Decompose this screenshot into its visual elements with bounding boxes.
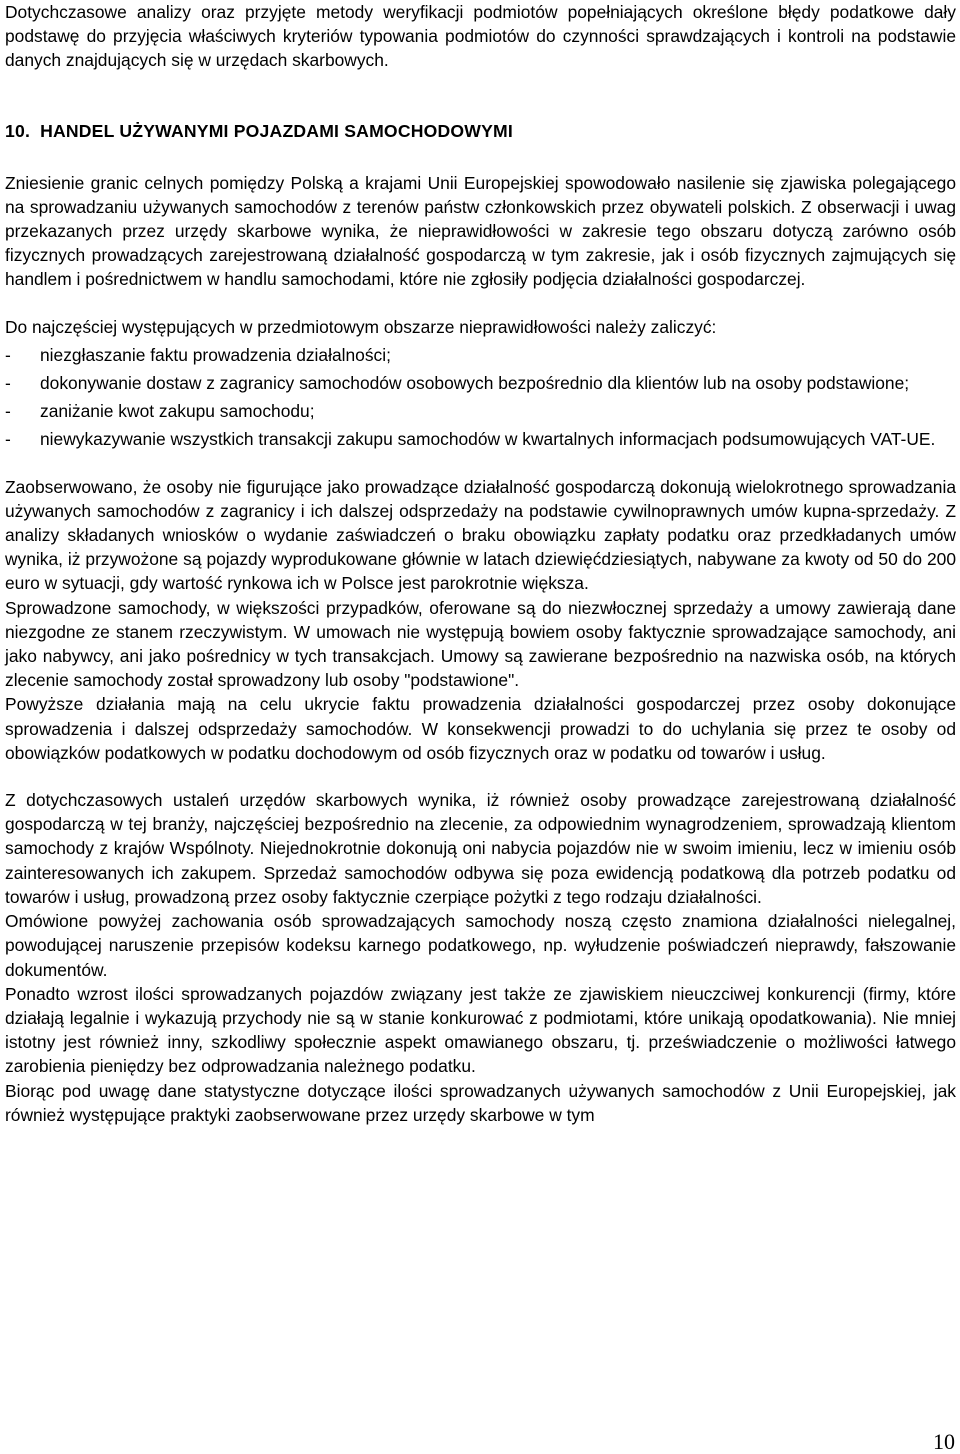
list-item-text: dokonywanie dostaw z zagranicy samochodów osobowych bezpośrednio dla klientów lub na osoby podstawione; bbox=[40, 373, 910, 394]
list-item bbox=[5, 371, 956, 395]
section-number: 10. bbox=[5, 120, 31, 141]
list-dash: - bbox=[5, 344, 11, 365]
page-number: 10 bbox=[933, 1429, 955, 1454]
list-item bbox=[5, 427, 956, 451]
list-item bbox=[5, 343, 956, 367]
list-dash: - bbox=[5, 373, 11, 394]
list-dash: - bbox=[5, 429, 11, 450]
list-item-text: niezgłaszanie faktu prowadzenia działalności; bbox=[40, 344, 391, 365]
paragraph-2: Zaobserwowano, że osoby nie figurujące jako prowadzące działalność gospodarczą dokonują wielokrotnego sprowadzania używanych samochodów z zagranicy i ich dalszej odsprzedaży na podstawie cywilnoprawnych umów kupna-sprzedaży. Z analizy składanych wniosków o wydanie zaświadczeń o braku obowiązku zapłaty podatku oraz przedkładanych umów wynika, iż przywożone są pojazdy wyprodukowane głównie w latach dziewięćdziesiątych, nabywane za kwoty od 50 do 200 euro w sytuacji, gdy wartość rynkowa ich w Polsce jest parokrotnie większa. bbox=[5, 476, 956, 594]
list-item bbox=[5, 399, 956, 423]
list-dash: - bbox=[5, 401, 11, 422]
paragraph-8: Biorąc pod uwagę dane statystyczne dotyczące ilości sprowadzanych używanych samochodów z Unii Europejskiej, jak również występujące praktyki zaobserwowane przez urzędy skarbowe w tym bbox=[5, 1080, 956, 1125]
intro-paragraph: Dotychczasowe analizy oraz przyjęte metody weryfikacji podmiotów popełniających określone błędy podatkowe dały podstawę do przyjęcia właściwych kryteriów typowania podmiotów do czynności sprawdzających i kontroli na podstawie danych znajdujących się w urzędach skarbowych. bbox=[5, 2, 956, 71]
list-item-text: niewykazywanie wszystkich transakcji zakupu samochodów w kwartalnych informacjach podsumowujących VAT-UE. bbox=[40, 429, 936, 450]
list-intro: Do najczęściej występujących w przedmiotowym obszarze nieprawidłowości należy zaliczyć: bbox=[5, 316, 717, 337]
paragraph-3: Sprowadzone samochody, w większości przypadków, oferowane są do niezwłocznej sprzedaży a umowy zawierają dane niezgodne ze stanem rzeczywistym. W umowach nie występują bowiem osoby faktycznie sprowadzające samochody, ani jako nabywcy, ani jako pośrednicy w tych transakcjach. Umowy są zawierane bezpośrednio na nazwiska osób, na których zlecenie samochody został sprowadzony lub osoby "podstawione". bbox=[5, 597, 956, 691]
paragraph-4: Powyższe działania mają na celu ukrycie faktu prowadzenia działalności gospodarczej przez osoby dokonujące sprowadzenia i dalszej odsprzedaży samochodów. W konsekwencji prowadzi to do uchylania się przez te osoby od obowiązków podatkowych w podatku dochodowym od osób fizycznych oraz w podatku od towarów i usług. bbox=[5, 694, 956, 763]
list-item-text: zaniżanie kwot zakupu samochodu; bbox=[40, 401, 315, 422]
paragraph-7: Ponadto wzrost ilości sprowadzanych pojazdów związany jest także ze zjawiskiem nieuczciwej konkurencji (firmy, które działają legalnie i wykazują przychody nie są w stanie konkurować z podmiotami, które unikają opodatkowania). Nie mniej istotny jest również inny, szkodliwy społecznie aspekt omawianego obszaru, tj. przeświadczenie o możliwości łatwego zarobienia pieniędzy bez odprowadzania należnego podatku. bbox=[5, 983, 956, 1077]
section-heading bbox=[5, 119, 956, 143]
paragraph-1: Zniesienie granic celnych pomiędzy Polską a krajami Unii Europejskiej spowodowało nasilenie się zjawiska polegającego na sprowadzaniu używanych samochodów z terenów państw członkowskich przez obywateli polskich. Z obserwacji i uwag przekazanych przez urzędy skarbowe wynika, że nieprawidłowości w zakresie tego obszaru dotyczą zarówno osób fizycznych prowadzących zarejestrowaną działalność gospodarczą w tym zakresie, jak i osób fizycznych zajmujących się handlem i pośrednictwem w handlu samochodami, które nie zgłosiły podjęcia działalności gospodarczej. bbox=[5, 172, 956, 290]
section-title: HANDEL UŻYWANYMI POJAZDAMI SAMOCHODOWYMI bbox=[40, 120, 513, 141]
paragraph-6: Omówione powyżej zachowania osób sprowadzających samochody noszą często znamiona działalności nielegalnej, powodującej naruszenie przepisów kodeksu karnego podatkowego, np. wyłudzenie poświadczeń nieprawdy, fałszowanie dokumentów. bbox=[5, 911, 956, 980]
document-page bbox=[5, 0, 956, 1127]
paragraph-5: Z dotychczasowych ustaleń urzędów skarbowych wynika, iż również osoby prowadzące zarejestrowaną działalność gospodarczą w tej branży, najczęściej bezpośrednio na zlecenie, za odpowiednim wynagrodzeniem, sprowadzają klientom samochody z krajów Wspólnoty. Niejednokrotnie dokonują oni nabycia pojazdów nie w swoim imieniu, lecz w imieniu osób zainteresowanych ich zakupem. Sprzedaż samochodów odbywa się poza ewidencją podatkową dla potrzeb podatku od towarów i usług, prowadzoną przez osoby faktycznie czerpiące pożytki z tego rodzaju działalności. bbox=[5, 790, 956, 907]
irregularities-list bbox=[5, 343, 956, 452]
